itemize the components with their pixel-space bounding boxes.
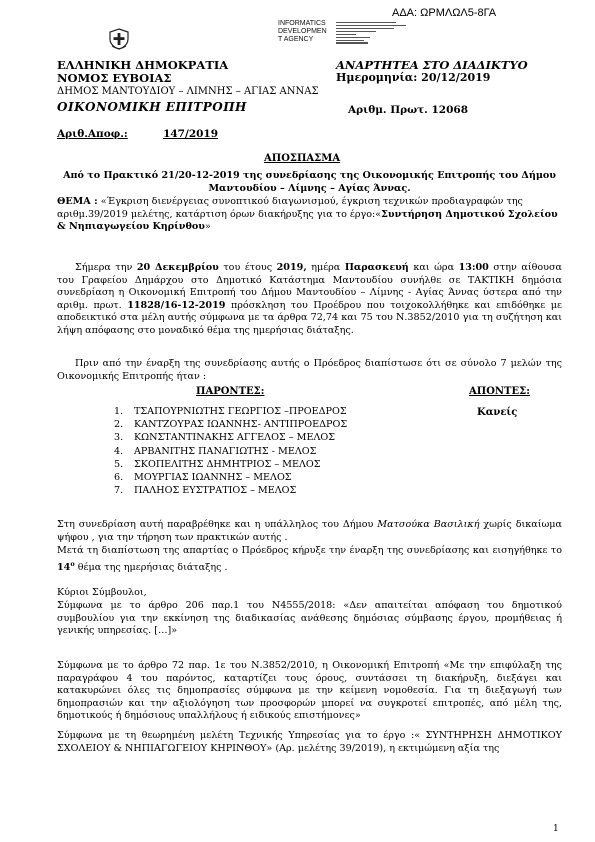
member-item [114,418,347,431]
member-item [114,431,347,444]
intro-paragraph [57,262,562,338]
agency-fine-print [336,20,416,45]
member-item [114,471,347,484]
agency-line-2: DEVELOPMEN [278,28,327,35]
agency-line-1: INFORMATICS [278,20,326,27]
member-item [114,484,347,497]
member-number: 5. [114,458,124,470]
law-paragraph-2: Σύμφωνα με το άρθρο 72 παρ. 1ε του Ν.3852/2010, η Οικονομική Επιτροπή «Με την επιφύλαξη της παραγράφου 4 του παρόντος, καταρτίζει τους όρους, συντάσσει τη διακήρυξη, διεξάγει και κατακυρώνει όλες τις δημοπρασίες σύμφωνα με την κείμενη νομοθεσία. Για τη διεξαγωγή των δημοπρασιών και την αξιολόγηση των προσφορών μπορεί να συγκροτεί επιτροπές, από μέλη της, δημοτικούς ή δημόσιους υπαλλήλους ή ειδικούς επιστήμονες» [57,660,562,722]
meeting-time: 13:00 [458,262,489,273]
member-number: 7. [114,485,124,497]
present-heading: ΠΑΡΟΝΤΕΣ: [196,386,265,397]
intro-text-f: πρόσκληση του Προέδρου που τοιχοκολλήθηκε και επιδόθηκε με αποδεικτικό στα μέλη αυτής σύμφωνα με τα άρθρα 72,74 και 75 του Ν.3852/2010 για τη συζήτηση και λήψη απόφασης στο μοναδικό θέμα της ημερήσιας διάταξης. [57,299,562,336]
member-name: ΑΡΒΑΝΙΤΗΣ ΠΑΝΑΓΙΩΤΗΣ - ΜΕΛΟΣ [134,445,317,457]
invitation-number: 11828/16-12-2019 [127,299,226,311]
member-number: 3. [114,432,124,444]
intro-text-a: Σήμερα την [75,262,137,273]
posted-online-label: ΑΝΑΡΤΗΤΕΑ ΣΤΟ ΔΙΑΔΙΚΤΥΟ [336,58,528,72]
member-item [114,445,347,458]
opening-paragraph [57,545,562,574]
intro-text-e: στην αίθουσα του Γραφείου Δημάρχου στο Δημοτικό Κατάστημα Μαντουδίου συνήλθε σε ΤΑΚΤΙΚΗ δημόσια συνεδρίαση η Οικονομική Επιτροπή του Δήμου Μαντουδίου – Λίμνης - Αγίας Άννας ύστερα από την αριθμ. πρωτ. [57,262,563,311]
minutes-line-2: Μαντουδίου – Λίμνης – Αγίας Άννας. [208,182,411,194]
member-item [114,458,347,471]
intro-text-b: του έτους [218,262,277,273]
subject-label: ΘΕΜΑ : [57,196,98,207]
employee-name: Ματσούκα Βασιλική [377,519,480,530]
member-name: ΣΚΟΠΕΛΙΤΗΣ ΔΗΜΗΤΡΙΟΣ – ΜΕΛΟΣ [134,458,321,470]
subject-project: Συντήρηση Δημοτικού Σχολείου & Νηπιαγωγείου Κηρίνθου [57,208,558,233]
law-paragraph-3: Σύμφωνα με τη θεωρημένη μελέτη Τεχνικής Υπηρεσίας για το έργο :« ΣΥΝΤΗΡΗΣΗ ΔΗΜΟΤΙΚΟΥ ΣΧΟΛΕΙΟΥ & ΝΗΠΙΑΓΩΓΕΙΟΥ ΚΗΡΙΝΘΟΥ» (Αρ. μελέτης 39/2019), η εκτιμώμενη αξία της [57,730,562,754]
informatics-agency-logo [278,20,418,58]
municipality-heading: ΔΗΜΟΣ ΜΑΝΤΟΥΔΙΟΥ – ΛΙΜΝΗΣ – ΑΓΙΑΣ ΑΝΝΑΣ [57,86,319,97]
agency-line-3: T AGENCY [278,36,314,43]
opening-text-a: Μετά τη διαπίστωση της απαρτίας ο Πρόεδρος κήρυξε την έναρξη της συνεδρίασης και εισηγήθηκε το [57,545,562,556]
date-line [336,71,490,84]
committee-heading: ΟΙΚΟΝΟΜΙΚΗ ΕΠΙΤΡΟΠΗ [57,100,247,114]
meeting-date: 20 Δεκεμβρίου [136,262,219,273]
member-name: ΜΟΥΡΓΙΑΣ ΙΩΑΝΝΗΣ – ΜΕΛΟΣ [134,472,292,484]
member-name: ΚΩΝΣΤΑΝΤΙΝΑΚΗΣ ΑΓΓΕΛΟΣ – ΜΕΛΟΣ [134,432,336,444]
employee-text-b: χωρίς δικαίωμα ψήφου , για την τήρηση των πρακτικών αυτής . [57,519,562,543]
member-name: ΠΑΛΗΟΣ ΕΥΣΤΡΑΤΙΟΣ – ΜΕΛΟΣ [134,485,297,497]
member-number: 1. [114,406,124,417]
employee-paragraph [57,519,562,544]
prefecture-heading: ΝΟΜΟΣ ΕΥΒΟΙΑΣ [57,71,172,85]
greek-emblem-icon [108,28,130,50]
law-paragraph-1: Σύμφωνα με το άρθρο 206 παρ.1 του Ν4555/2018: «Δεν απαιτείται απόφαση του δημοτικού συμβουλίου για την εκκίνηση της διαδικασίας ανάθεσης δημόσιας σύμβασης έργου, προμήθειας ή γενικής υπηρεσίας. […]» [57,600,562,637]
protocol-number: Αριθμ. Πρωτ. 12068 [348,104,469,116]
absent-heading: ΑΠΟΝΤΕΣ: [469,386,530,397]
decision-label: Αριθ.Αποφ.: [57,128,128,140]
intro-text-d: και ώρα [408,262,459,273]
country-heading: ΕΛΛΗΝΙΚΗ ΔΗΜΟΚΡΑΤΙΑ [57,58,229,72]
members-list [114,405,347,497]
member-item [114,405,347,418]
minutes-line-1: Από το Πρακτικό 21/20-12-2019 της συνεδρίασης της Οικονομικής Επιτροπής του Δήμου [63,170,556,181]
member-name: ΚΑΝΤΖΟΥΡΑΣ ΙΩΑΝΝΗΣ- ΑΝΤΙΠΡΟΕΔΡΟΣ [134,419,348,431]
ada-code: ΑΔΑ: ΩΡΜΛΩΛ5-8ΓΑ [392,7,497,19]
date-label: Ημερομηνία: [336,71,418,84]
member-number: 2. [114,419,124,431]
decision-value: 147/2019 [163,128,219,140]
absent-value: Κανείς [477,407,518,418]
subject-text: «Έγκριση διενέργειας συνοπτικού διαγωνισμού, έγκριση τεχνικών προδιαγραφών της αριθμ.39/2019 μελέτης, κατάρτιση όρων διακήρυξης για το έργο:« [57,196,523,220]
decision-number [57,128,218,140]
page-number: 1 [553,824,559,834]
employee-text-a: Στη συνεδρίαση αυτή παραβρέθηκε και η υπάλληλος του Δήμου [57,519,378,530]
member-number: 4. [114,445,124,457]
member-number: 6. [114,472,124,484]
opening-text-b: θέμα της ημερήσιας διάταξης . [74,561,228,573]
date-value: 20/12/2019 [421,71,491,84]
subject-end: » [204,221,211,233]
quorum-paragraph: Πριν από την έναρξη της συνεδρίασης αυτής ο Πρόεδρος διαπίστωσε ότι σε σύνολο 7 μελών της Οικονομικής Επιτροπής ήταν : [57,358,562,382]
subject-paragraph [57,196,562,234]
document-title: ΑΠΟΣΠΑΣΜΑ [264,153,341,164]
salutation: Κύριοι Σύμβουλοι, [57,587,147,598]
agenda-item-suffix: ο [70,559,75,568]
minutes-reference [57,170,562,195]
intro-text-c: ημέρα [306,262,345,273]
member-name: ΤΣΑΠΟΥΡΝΙΩΤΗΣ ΓΕΩΡΓΙΟΣ –ΠΡΟΕΔΡΟΣ [134,406,347,417]
meeting-year: 2019, [276,262,307,273]
agenda-item-number: 14 [57,561,71,573]
meeting-day: Παρασκευή [344,262,409,273]
